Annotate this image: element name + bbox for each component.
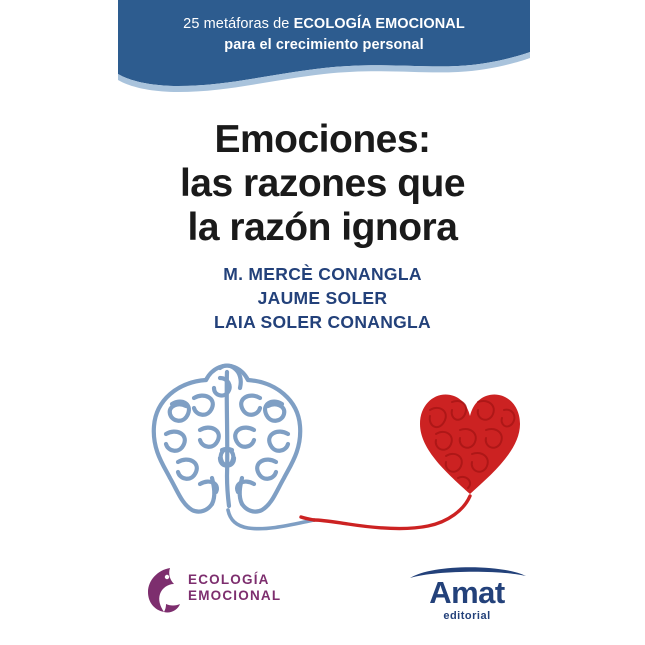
title-line-3: la razón ignora xyxy=(187,206,458,249)
author-name: JAUME SOLER xyxy=(257,288,388,308)
ecologia-emocional-logo xyxy=(140,562,310,624)
ecologia-line-1: ECOLOGÍA xyxy=(188,572,270,587)
ecologia-emocional-wordmark xyxy=(188,572,281,604)
amat-wordmark: Amat xyxy=(429,575,505,610)
banner-text xyxy=(118,14,530,56)
yarn-heart-icon xyxy=(420,394,520,494)
banner-line-2: para el crecimiento personal xyxy=(224,37,424,53)
top-banner xyxy=(118,0,530,92)
heart-thread xyxy=(314,496,470,529)
bird-icon xyxy=(140,562,186,620)
brain-thread xyxy=(228,510,314,529)
banner-line-1-prefix: 25 metáforas de xyxy=(183,16,294,32)
amat-editorial-logo xyxy=(392,562,542,624)
author-list xyxy=(0,262,645,334)
thread-join xyxy=(301,517,314,520)
author-name: LAIA SOLER CONANGLA xyxy=(214,312,431,332)
author-name: M. MERCÈ CONANGLA xyxy=(223,264,422,284)
banner-line-1-strong: ECOLOGÍA EMOCIONAL xyxy=(293,16,465,32)
ecologia-line-2: EMOCIONAL xyxy=(188,588,282,603)
banner-line-1 xyxy=(118,14,530,35)
title-line-1: Emociones: xyxy=(214,118,431,161)
book-title xyxy=(0,118,645,250)
title-line-2: las razones que xyxy=(179,162,466,205)
amat-subtitle: editorial xyxy=(443,610,491,622)
yarn-brain-icon xyxy=(154,366,300,512)
yarn-illustration xyxy=(108,338,538,553)
cover-illustration xyxy=(108,338,538,553)
